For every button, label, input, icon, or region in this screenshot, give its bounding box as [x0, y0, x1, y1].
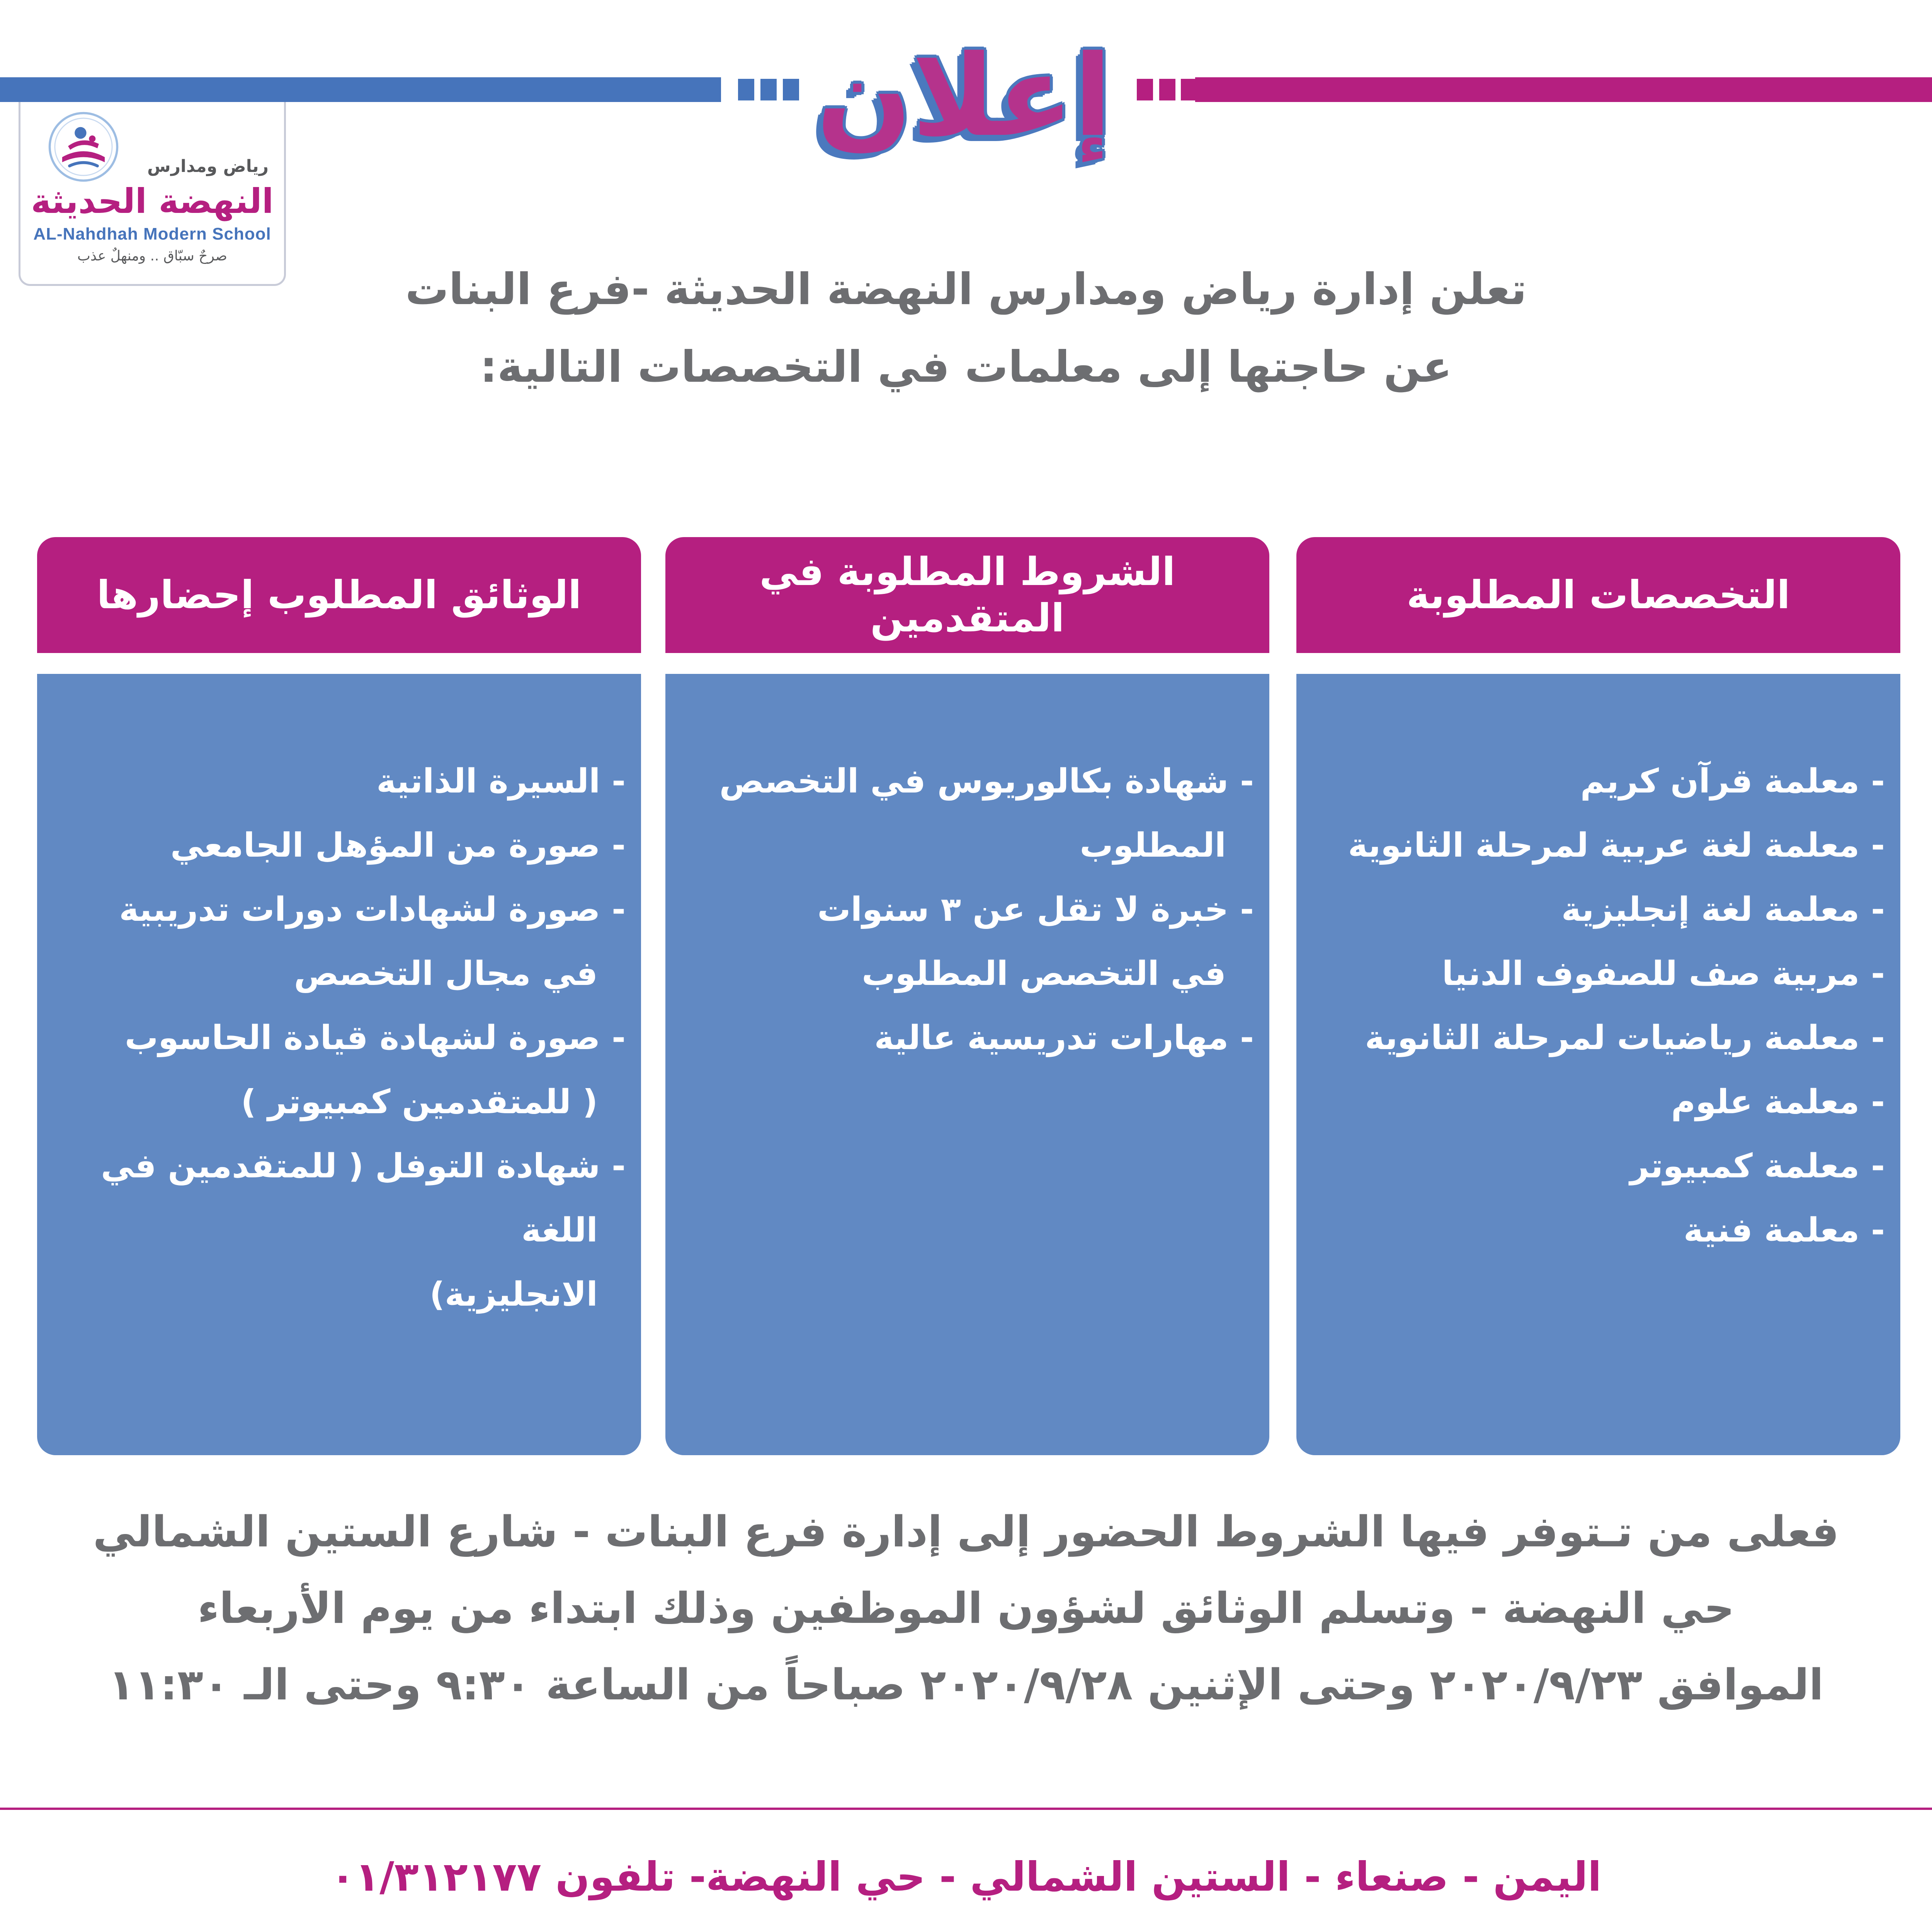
- logo-name-arabic: النهضة الحديثة: [31, 181, 274, 221]
- document-item: [45, 878, 626, 1006]
- specialty-item: [1304, 1134, 1885, 1198]
- item-line: - مربية صف للصفوف الدنيا: [1442, 954, 1885, 993]
- decor-square-magenta: [1159, 79, 1175, 100]
- decor-square-magenta: [1137, 79, 1153, 100]
- notice-line: الموافق ٢٠٢٠/٩/٢٣ وحتى الإثنين ٢٠٢٠/٩/٢٨ صباحاً من الساعة ٩:٣٠ وحتى الـ ١١:٣٠: [108, 1660, 1824, 1709]
- requirement-item: [673, 749, 1254, 878]
- specialties-header-label: التخصصات المطلوبة: [1406, 572, 1790, 617]
- requirement-item: [673, 1006, 1254, 1070]
- specialty-item: [1304, 878, 1885, 942]
- item-line: - صورة لشهادات دورات تدريبية: [119, 890, 626, 929]
- item-line: - معلمة لغة عربية لمرحلة الثانوية: [1348, 826, 1885, 865]
- item-line: - معلمة لغة إنجليزية: [1561, 890, 1885, 929]
- announcement-title: إعلان: [816, 31, 1112, 162]
- document-item: [45, 1006, 626, 1134]
- documents-list: [45, 749, 626, 1327]
- document-item: [45, 813, 626, 878]
- item-line-continued: الانجليزية): [429, 1275, 598, 1314]
- item-line: - شهادة التوفل ( للمتقدمين في اللغة: [101, 1147, 626, 1250]
- requirements-panel: [665, 674, 1269, 1455]
- item-line-continued: في التخصص المطلوب: [862, 954, 1226, 993]
- specialty-item: [1304, 1070, 1885, 1134]
- item-line: - مهارات تدريسية عالية: [874, 1019, 1254, 1057]
- documents-header: [37, 537, 641, 653]
- item-line-continued: في مجال التخصص: [294, 954, 598, 993]
- requirement-item: [673, 878, 1254, 1006]
- documents-header-label: الوثائق المطلوب إحضارها: [97, 572, 582, 617]
- specialty-item: [1304, 749, 1885, 813]
- intro-line: عن حاجتها إلى معلمات في التخصصات التالية:: [480, 342, 1452, 392]
- decor-square-blue: [738, 79, 754, 100]
- top-bar-magenta: [1195, 77, 1932, 102]
- specialty-item: [1304, 813, 1885, 878]
- top-bar-blue: [0, 77, 721, 102]
- decor-square-magenta: [1181, 79, 1197, 100]
- item-line: - السيرة الذاتية: [376, 762, 626, 801]
- item-line: - شهادة بكالوريوس في التخصص: [719, 762, 1254, 801]
- logo-name-english: AL-Nahdhah Modern School: [33, 224, 271, 243]
- documents-panel: [37, 674, 641, 1455]
- item-line: - معلمة علوم: [1671, 1083, 1885, 1121]
- logo-subtitle: رياض ومدارس: [147, 156, 269, 176]
- notice-line: حي النهضة - وتسلم الوثائق لشؤون الموظفين وذلك ابتداء من يوم الأربعاء: [197, 1583, 1735, 1633]
- decor-square-blue: [760, 79, 777, 100]
- item-line: - صورة من المؤهل الجامعي: [170, 826, 626, 865]
- document-item: [45, 1134, 626, 1327]
- application-notice: [39, 1493, 1893, 1723]
- item-line: - معلمة قرآن كريم: [1580, 762, 1885, 801]
- item-line: - خبرة لا تقل عن ٣ سنوات: [817, 890, 1254, 929]
- specialties-header: [1296, 537, 1900, 653]
- item-line: - معلمة فنية: [1684, 1211, 1885, 1250]
- item-line: - معلمة رياضيات لمرحلة الثانوية: [1365, 1019, 1885, 1057]
- requirements-header-label: الشروط المطلوبة في المتقدمين: [759, 549, 1175, 641]
- logo-slogan: صرحٌ سبّاق .. ومنهلٌ عذب: [77, 248, 227, 264]
- footer-address: اليمن - صنعاء - الستين الشمالي - حي النهضة- تلفون ٠١/٣١٢١٧٧: [330, 1853, 1602, 1900]
- requirements-header: [665, 537, 1269, 653]
- specialty-item: [1304, 942, 1885, 1006]
- requirements-list: [673, 749, 1254, 1070]
- footer-divider: [0, 1808, 1932, 1810]
- item-line-continued: المطلوب: [1080, 826, 1226, 865]
- specialty-item: [1304, 1006, 1885, 1070]
- item-line: - صورة لشهادة قيادة الحاسوب: [124, 1019, 626, 1057]
- intro-line: تعلن إدارة رياض ومدارس النهضة الحديثة -فرع البنات: [405, 264, 1527, 315]
- school-emblem-icon: [47, 110, 120, 184]
- document-item: [45, 749, 626, 813]
- specialties-list: [1304, 749, 1885, 1262]
- specialties-panel: [1296, 674, 1900, 1455]
- item-line-continued: ( للمتقدمين كمبيوتر ): [241, 1083, 598, 1121]
- notice-line: فعلى من تـتوفر فيها الشروط الحضور إلى إدارة فرع البنات - شارع الستين الشمالي: [93, 1507, 1839, 1556]
- specialty-item: [1304, 1198, 1885, 1262]
- item-line: - معلمة كمبيوتر: [1630, 1147, 1885, 1185]
